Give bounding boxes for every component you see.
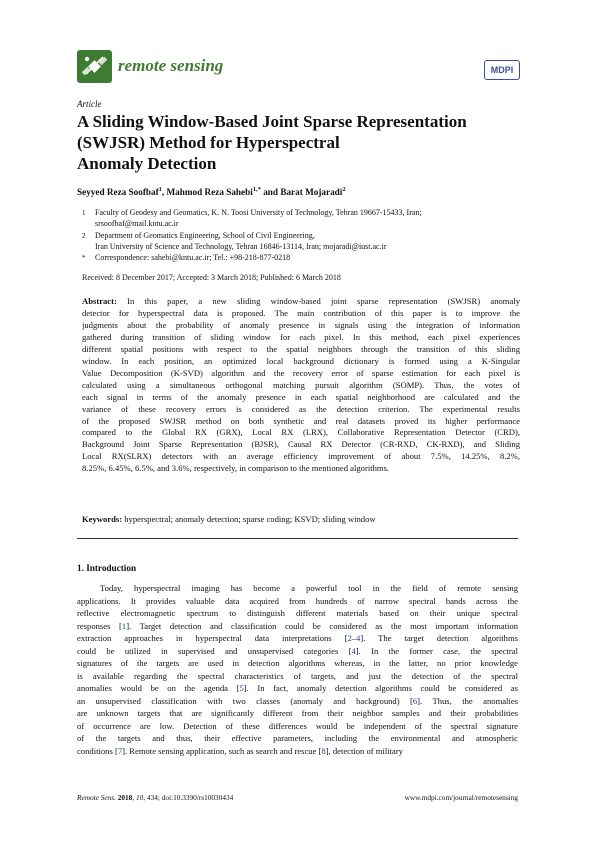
intro-text: – [351, 633, 357, 643]
footer-citation [77, 793, 233, 802]
affiliation-line: Iran University of Science and Technology, Tehran 16846-13114, Iran; mojaradi@iust.ac.ir [95, 241, 387, 251]
footer-url[interactable]: www.mdpi.com/journal/remotesensing [404, 793, 518, 802]
affiliation-line: Department of Geomatics Engineering, School of Civil Engineering, [95, 231, 315, 240]
abstract [82, 296, 520, 475]
intro-text: ]. Target detection and classification could be considered as the most important information [126, 620, 518, 631]
citation-link[interactable]: 4 [356, 633, 361, 643]
abstract-line: gathered during transition of sliding window for each pixel. In this method, each pixel experiences [82, 331, 520, 342]
intro-text: are unknown targets that are significantly different from their neighbor samples and their probabilities [77, 708, 518, 718]
intro-line [77, 707, 518, 720]
abstract-line: window. In each position, an optimized local background dictionary is formed using a K-Singular [82, 355, 520, 366]
intro-text: ]. The target detection algorithms [360, 633, 518, 643]
intro-line [77, 645, 518, 658]
intro-line [77, 657, 518, 670]
affiliation-number: * [82, 254, 86, 262]
journal-name[interactable]: remote sensing [118, 56, 224, 75]
author-separator: and [260, 187, 281, 198]
abstract-line: detector for hyperspectral data is proposed. The main contribution of this paper is to improve the [82, 307, 520, 318]
intro-line [77, 632, 518, 645]
journal-logo-icon [77, 50, 112, 83]
publication-dates: Received: 8 December 2017; Accepted: 3 March 2018; Published: 6 March 2018 [82, 273, 341, 282]
title-line: Anomaly Detection [77, 154, 217, 173]
abstract-line: Background Joint Sparse Representation (BJSR), Causal RX Detector (CR-RXD, CK-RXD), and Sliding [82, 439, 520, 450]
correspondence-line[interactable]: Correspondence: sahebi@kntu.ac.ir; Tel.: +98-218-877-0218 [95, 253, 291, 262]
section-heading: 1. Introduction [77, 563, 137, 573]
abstract-line: each signal in terms of the anomaly presence in each spatial neighborhood are calculated and the [82, 391, 520, 402]
intro-text: conditions [ [77, 745, 118, 756]
author-list [77, 186, 346, 197]
abstract-label: Abstract: [82, 296, 117, 306]
intro-line [77, 732, 518, 745]
intro-text: anomalies would be on the agenda [ [77, 683, 240, 693]
abstract-line: 8.25%, 6.45%, 6.5%, and 3.6%, respectively, in comparison to the mentioned algorithms. [82, 463, 390, 474]
abstract-line: of the proposed SWJSR method on both synthetic and real datasets proved its higher performance [82, 415, 520, 426]
author-name[interactable]: Barat Mojaradi [280, 187, 343, 198]
intro-line [77, 682, 518, 695]
affiliation-2 [77, 231, 527, 253]
citation-link[interactable]: 1 [121, 620, 127, 631]
citation-link[interactable]: 8 [321, 745, 326, 756]
footer-doi[interactable]: , 434; doi:10.3390/rs10030434 [143, 793, 234, 802]
abstract-line: calculated using a simultaneous orthogonal matching pursuit algorithm (SOMP). Thus, the votes of [82, 379, 520, 390]
correspondence [77, 253, 527, 264]
keywords-label: Keywords: [82, 514, 123, 524]
intro-line [77, 582, 518, 595]
citation-link[interactable]: 7 [117, 745, 123, 756]
title-line: (SWJSR) Method for Hyperspectral [77, 133, 340, 152]
intro-text: ]. Thus, the anomalies [417, 695, 518, 706]
intro-text: of the targets and thus, their effective parameters, including the environmental and atmospheric [77, 733, 518, 743]
citation-link[interactable]: 5 [239, 683, 244, 693]
abstract-line: In this paper, a new sliding window-based joint sparse representation (SWJSR) anomaly [116, 296, 520, 306]
abstract-line: Value Decomposition (K-SVD) algorithm and the recovery error of sparse estimation for each pixel is [82, 367, 520, 378]
author-affil-sup: 1,* [252, 186, 261, 193]
abstract-line: judgments about the probability of anomaly presence in signals using the integration of information [82, 319, 520, 330]
intro-text: signatures of the targets are used in detection algorithms whereas, in the latter, no prior knowledge [77, 658, 518, 668]
title-line: A Sliding Window-Based Joint Sparse Representation [77, 112, 467, 131]
intro-text: ]. In fact, anomaly detection algorithms could be considered as [243, 683, 518, 693]
affiliation-email[interactable]: srsoofbaf@mail.kntu.ac.ir [95, 218, 179, 228]
introduction-body [77, 582, 518, 757]
author-affil-sup: 2 [342, 186, 346, 193]
affiliation-1 [77, 208, 527, 230]
author-affil-sup: 1 [158, 186, 162, 193]
intro-text: responses [ [77, 620, 122, 631]
author-separator: , [161, 187, 167, 198]
section-divider [77, 538, 518, 539]
keywords [82, 514, 376, 524]
intro-line [77, 720, 518, 733]
intro-text: an unsupervised classification with two classes (anomaly and background) [ [77, 695, 413, 706]
intro-line [77, 745, 518, 758]
intro-text: of occurrence are low. Detection of these differences would be independent of the spectral signature [77, 720, 518, 731]
intro-text: could be utilized in supervised and unsupervised categories [ [77, 645, 352, 656]
intro-line [77, 670, 518, 683]
intro-line [77, 607, 518, 620]
intro-line [77, 595, 518, 608]
abstract-line: different spatial positions with respect to the spatial neighbors through the transition of this sliding [82, 343, 520, 354]
intro-text: ]. In the former case, the spectral [355, 645, 518, 656]
author-name[interactable]: Mahmod Reza Sahebi [166, 187, 253, 198]
intro-line [77, 620, 518, 633]
affiliation-number: 2 [82, 232, 86, 240]
footer-journal: Remote Sens. [77, 793, 116, 802]
intro-text: ]. Remote sensing application, such as search and rescue [ [122, 745, 322, 756]
intro-line [77, 695, 518, 708]
intro-text: is available regarding the spectral characteristics of targets, and just the detection of the spectral [77, 670, 518, 681]
intro-text: ], detection of military [325, 745, 404, 756]
citation-link[interactable]: 2 [347, 633, 352, 643]
keywords-text: hyperspectral; anomaly detection; sparse coding; KSVD; sliding window [122, 514, 376, 524]
citation-link[interactable]: 6 [412, 695, 418, 706]
footer-year: 2018 [115, 793, 133, 802]
paper-title [77, 111, 527, 174]
intro-text: applications. It provides valuable data acquired from hundreds of narrow spectral bands across the [77, 595, 518, 606]
author-name[interactable]: Seyyed Reza Soofbaf [77, 187, 159, 198]
mdpi-logo[interactable]: MDPI [484, 60, 520, 80]
abstract-line: compared to the Global RX (GRX), Local RX (LRX), Collaborative Representation Detector (CRD), [82, 427, 520, 438]
intro-text: reflective electromagnetic spectrum to distinguish different materials based on their unique spectral [77, 608, 518, 618]
abstract-line: Local RX(SLRX) detectors with an average efficiency improvement of about 7.5%, 14.25%, 8.2%, [82, 451, 520, 462]
intro-text: extraction approaches in hyperspectral data interpretations [ [77, 633, 348, 643]
citation-link[interactable]: 4 [351, 645, 356, 656]
intro-text: Today, hyperspectral imaging has become a powerful tool in the field of remote sensing [100, 583, 518, 593]
article-type: Article [77, 99, 102, 109]
affiliation-line: Faculty of Geodesy and Geomatics, K. N. Toosi University of Technology, Tehran 19667-15433, Iran; [95, 208, 422, 217]
abstract-line: variance of these recovery errors is considered as the detection criterion. The experimental results [82, 403, 520, 414]
affiliation-number: 1 [82, 209, 86, 217]
footer-volume: , 10 [132, 793, 144, 802]
